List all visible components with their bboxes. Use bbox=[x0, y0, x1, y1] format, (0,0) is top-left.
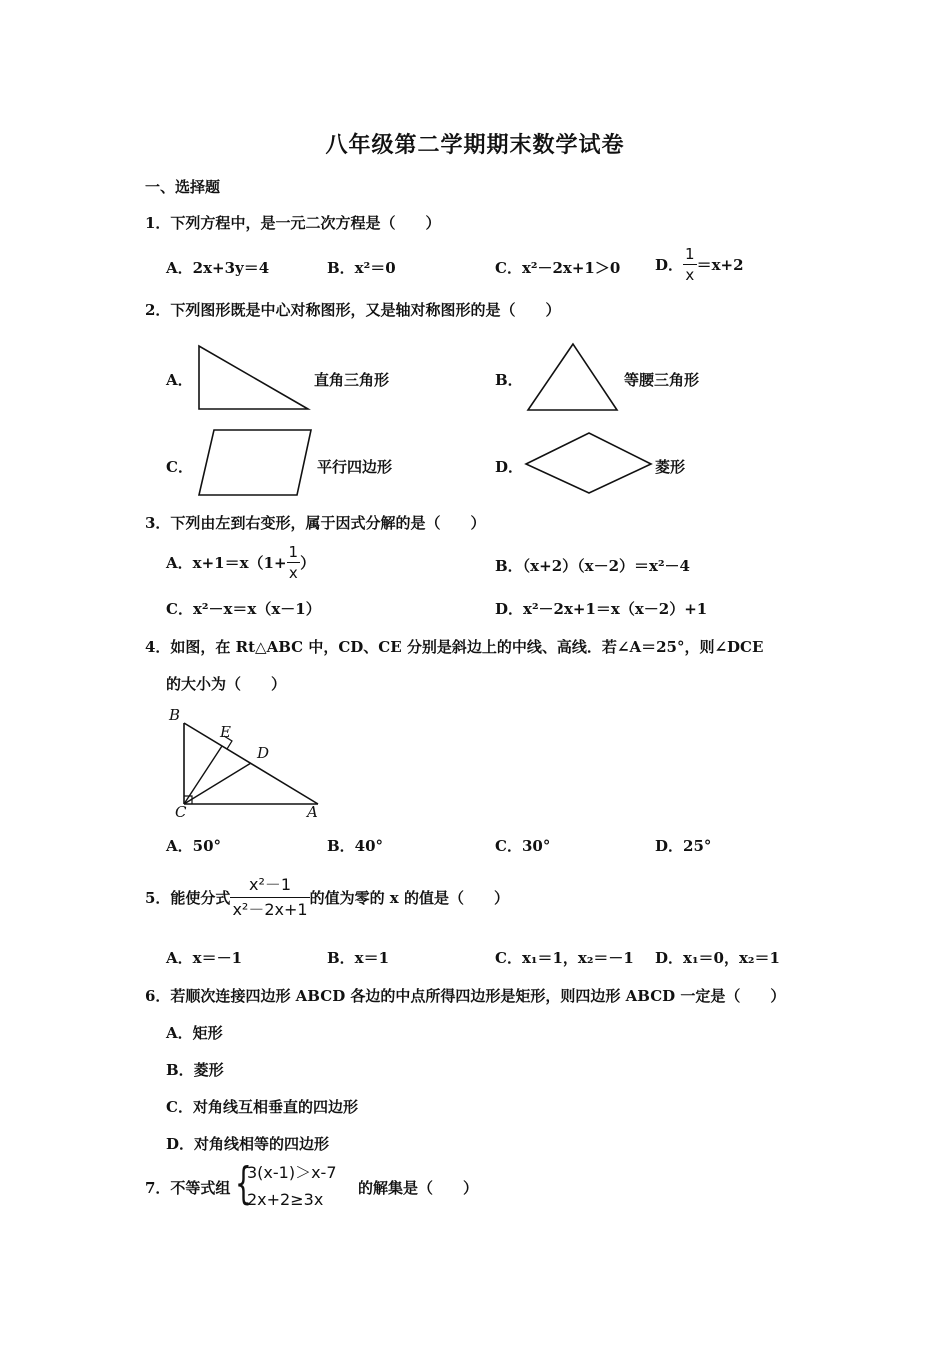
question-4-stem-line1: 4．如图，在 Rt△ABC 中，CD、CE 分别是斜边上的中线、高线．若∠A＝25°，则∠DCE bbox=[145, 638, 764, 656]
question-3-stem: 3．下列由左到右变形，属于因式分解的是（ ） bbox=[145, 514, 486, 532]
q4-option-d[interactable]: D．25° bbox=[655, 837, 712, 855]
q5-option-a[interactable]: A．x＝－1 bbox=[166, 949, 243, 967]
q5-post: 的值为零的 x 的值是（ ） bbox=[309, 889, 509, 907]
q2-option-c-name: 平行四边形 bbox=[317, 458, 393, 476]
question-2-stem: 2．下列图形既是中心对称图形，又是轴对称图形的是（ ） bbox=[145, 301, 561, 319]
q1-d-label: D． bbox=[655, 256, 684, 274]
q4-option-b[interactable]: B．40° bbox=[327, 837, 384, 855]
q1-d-rest: ＝x+2 bbox=[696, 256, 744, 274]
q1-option-a[interactable]: A．2x+3y＝4 bbox=[166, 259, 270, 277]
q5-fraction bbox=[230, 873, 309, 922]
segment-cd bbox=[184, 763, 251, 804]
q1-d-numerator: 1 bbox=[685, 245, 695, 263]
q4-option-a[interactable]: A．50° bbox=[166, 837, 222, 855]
q2-option-d-label[interactable]: D． bbox=[495, 458, 524, 476]
inequality-line-2: 2x+2≥3x bbox=[247, 1190, 324, 1209]
question-5-stem bbox=[145, 873, 509, 922]
question-7-post: 的解集是（ ） bbox=[358, 1179, 479, 1197]
q5-pre: 5．能使分式 bbox=[145, 889, 231, 907]
q2-option-b-name: 等腰三角形 bbox=[624, 371, 700, 389]
q1-d-denominator: x bbox=[685, 266, 695, 284]
q6-option-d[interactable]: D．对角线相等的四边形 bbox=[166, 1135, 330, 1153]
q1-option-b[interactable]: B．x²＝0 bbox=[327, 259, 396, 277]
q3-a-post: ） bbox=[300, 554, 316, 572]
point-c-label: C bbox=[175, 803, 187, 821]
q3-option-d[interactable]: D．x²－2x+1＝x（x－2）+1 bbox=[495, 600, 708, 618]
q2-option-a-label[interactable]: A． bbox=[166, 371, 193, 389]
q3-a-denominator: x bbox=[288, 564, 298, 582]
q3-a-numerator: 1 bbox=[288, 543, 299, 561]
question-4-stem-line2: 的大小为（ ） bbox=[166, 675, 287, 693]
q3-a-pre: A．x+1＝x（1+ bbox=[166, 554, 287, 572]
question-6-stem: 6．若顺次连接四边形 ABCD 各边的中点所得四边形是矩形，则四边形 ABCD 一定是（ ） bbox=[145, 987, 786, 1005]
point-a-label: A bbox=[307, 803, 318, 821]
q3-option-b[interactable]: B．（x+2）（x－2）＝x²－4 bbox=[495, 557, 690, 575]
q6-option-c[interactable]: C．对角线互相垂直的四边形 bbox=[166, 1098, 358, 1116]
q3-option-c[interactable]: C．x²－x＝x（x－1） bbox=[166, 600, 321, 618]
point-e-label: E bbox=[220, 723, 231, 741]
question-7-pre: 7．不等式组 bbox=[145, 1179, 231, 1197]
q5-option-c[interactable]: C．x₁＝1，x₂＝－1 bbox=[495, 949, 634, 967]
q6-option-a[interactable]: A．矩形 bbox=[166, 1024, 223, 1042]
q5-option-d[interactable]: D．x₁＝0，x₂＝1 bbox=[655, 949, 780, 967]
section-heading: 一、选择题 bbox=[145, 178, 221, 196]
q5-numerator: x²－1 bbox=[230, 873, 309, 898]
q2-option-a-name: 直角三角形 bbox=[314, 371, 390, 389]
q2-option-d-name: 菱形 bbox=[655, 458, 686, 476]
page-title: 八年级第二学期期末数学试卷 bbox=[325, 132, 625, 158]
inequality-line-1: 3(x-1)＞x-7 bbox=[247, 1163, 337, 1182]
system-brace: { bbox=[235, 1158, 252, 1209]
q6-option-b[interactable]: B．菱形 bbox=[166, 1061, 224, 1079]
q2-option-c-label[interactable]: C． bbox=[166, 458, 193, 476]
point-b-label: B bbox=[169, 706, 181, 724]
point-d-label: D bbox=[257, 744, 270, 762]
q2-option-b-label[interactable]: B． bbox=[495, 371, 523, 389]
q1-option-c[interactable]: C．x²－2x+1＞0 bbox=[495, 259, 621, 277]
question-1-stem: 1．下列方程中，是一元二次方程是（ ） bbox=[145, 214, 441, 232]
q4-option-c[interactable]: C．30° bbox=[495, 837, 551, 855]
q5-denominator: x²－2x+1 bbox=[232, 900, 308, 919]
segment-ce bbox=[184, 746, 222, 804]
q5-option-b[interactable]: B．x＝1 bbox=[327, 949, 390, 967]
